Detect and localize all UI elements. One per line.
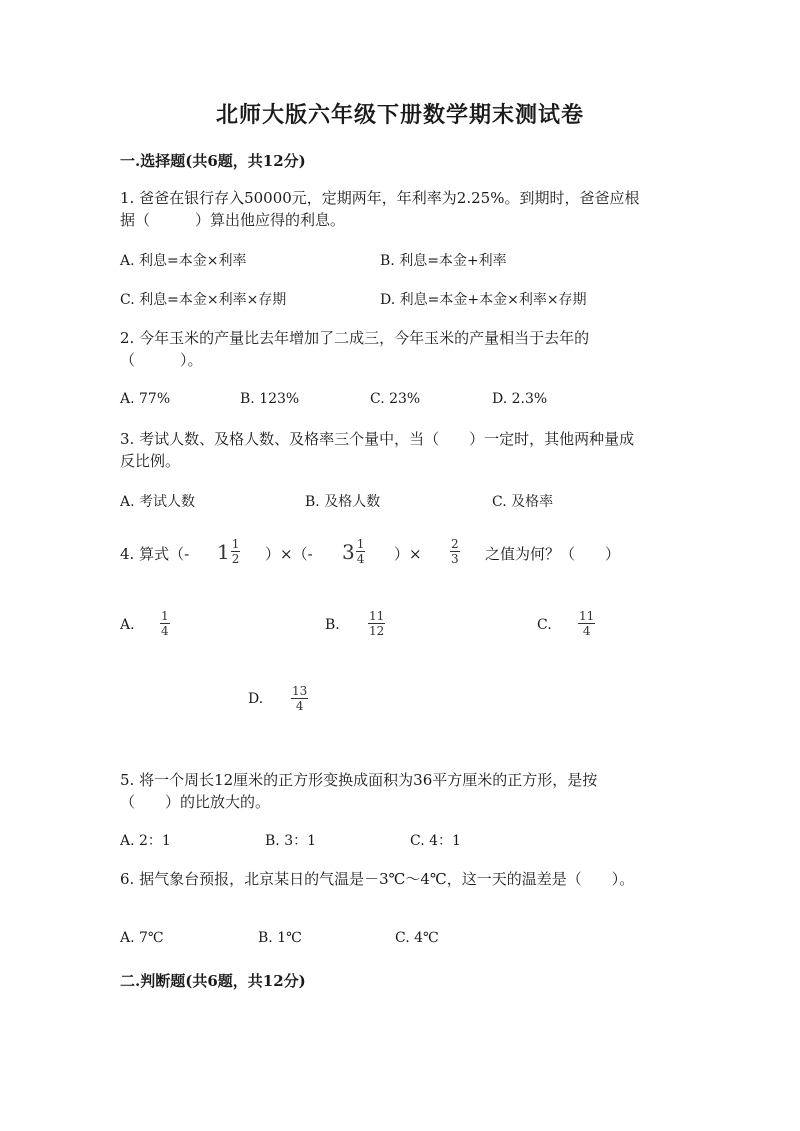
question-3-option-b[interactable]: B. 及格人数 bbox=[305, 494, 381, 510]
term-1-numerator: 1 bbox=[231, 537, 240, 551]
question-3-option-c[interactable]: C. 及格率 bbox=[492, 494, 554, 510]
question-6-option-a[interactable]: A. 7℃ bbox=[120, 930, 164, 946]
question-2-stem-cont: （ ）。 bbox=[120, 351, 203, 369]
section-heading-choice: 一.选择题(共6题，共12分) bbox=[120, 152, 306, 170]
question-4-option-c-fraction[interactable] bbox=[578, 609, 595, 638]
term-2-whole: 3 bbox=[342, 539, 355, 564]
page-title: 北师大版六年级下册数学期末测试卷 bbox=[215, 102, 584, 128]
question-4-term-1 bbox=[217, 537, 240, 566]
term-2-denominator: 4 bbox=[356, 552, 365, 566]
question-4-stem-mid: ）×（- bbox=[265, 545, 313, 563]
question-3-stem-cont: 反比例。 bbox=[120, 452, 181, 470]
question-1-option-c[interactable]: C. 利息=本金×利率×存期 bbox=[120, 292, 287, 308]
question-6-option-b[interactable]: B. 1℃ bbox=[258, 930, 302, 946]
question-4-stem-suffix: 之值为何？（ ） bbox=[485, 545, 621, 563]
term-3-numerator: 2 bbox=[451, 537, 459, 551]
option-d-denominator: 4 bbox=[295, 699, 304, 713]
option-c-numerator: 11 bbox=[579, 609, 595, 623]
question-4-option-b-label[interactable]: B. bbox=[325, 617, 340, 633]
question-6-stem: 6. 据气象台预报，北京某日的气温是－3℃～4℃，这一天的温差是（ ）。 bbox=[120, 870, 635, 888]
term-1-whole: 1 bbox=[217, 539, 230, 564]
option-b-numerator: 11 bbox=[369, 609, 385, 623]
option-d-numerator: 13 bbox=[292, 684, 308, 698]
question-2-option-d[interactable]: D. 2.3% bbox=[492, 391, 548, 407]
question-5-stem-cont: （ ）的比放大的。 bbox=[120, 793, 271, 811]
option-c-denominator: 4 bbox=[582, 624, 591, 638]
term-2-numerator: 1 bbox=[356, 537, 365, 551]
question-3-option-a[interactable]: A. 考试人数 bbox=[120, 494, 196, 510]
term-1-denominator: 2 bbox=[231, 552, 240, 566]
question-4-term-3 bbox=[450, 537, 460, 566]
question-4-stem-times: ）× bbox=[394, 545, 422, 563]
question-2-option-b[interactable]: B. 123% bbox=[240, 391, 300, 407]
question-4-option-a-label[interactable]: A. bbox=[120, 617, 135, 633]
question-2-option-a[interactable]: A. 77% bbox=[120, 391, 171, 407]
question-5-option-a[interactable]: A. 2：1 bbox=[120, 833, 171, 849]
question-4-option-d-label[interactable]: D. bbox=[248, 691, 264, 707]
term-1-fraction bbox=[231, 537, 241, 566]
question-4-term-2 bbox=[342, 537, 365, 566]
question-2-stem: 2. 今年玉米的产量比去年增加了二成三，今年玉米的产量相当于去年的 bbox=[120, 329, 590, 347]
question-1-option-d[interactable]: D. 利息=本金+本金×利率×存期 bbox=[380, 292, 587, 308]
question-4-option-a-fraction[interactable] bbox=[160, 609, 170, 638]
option-b-denominator: 12 bbox=[369, 624, 385, 638]
question-5-stem: 5. 将一个周长12厘米的正方形变换成面积为36平方厘米的正方形，是按 bbox=[120, 771, 598, 789]
question-3-stem: 3. 考试人数、及格人数、及格率三个量中，当（ ）一定时，其他两种量成 bbox=[120, 430, 635, 448]
question-4-option-b-fraction[interactable] bbox=[368, 609, 385, 638]
option-a-numerator: 1 bbox=[161, 609, 169, 623]
question-4-option-d-fraction[interactable] bbox=[291, 684, 308, 713]
option-a-denominator: 4 bbox=[161, 624, 169, 638]
question-6-option-c[interactable]: C. 4℃ bbox=[395, 930, 439, 946]
question-1-option-b[interactable]: B. 利息=本金+利率 bbox=[380, 253, 507, 269]
question-5-option-b[interactable]: B. 3：1 bbox=[265, 833, 317, 849]
term-2-fraction bbox=[356, 537, 366, 566]
question-2-option-c[interactable]: C. 23% bbox=[370, 391, 421, 407]
question-1-option-a[interactable]: A. 利息=本金×利率 bbox=[120, 253, 247, 269]
question-1-stem-cont: 据（ ）算出他应得的利息。 bbox=[120, 211, 346, 229]
question-4-option-c-label[interactable]: C. bbox=[537, 617, 552, 633]
term-3-denominator: 3 bbox=[451, 552, 459, 566]
question-5-option-c[interactable]: C. 4：1 bbox=[410, 833, 461, 849]
question-1-stem: 1. 爸爸在银行存入50000元，定期两年，年利率为2.25%。到期时，爸爸应根 bbox=[120, 189, 640, 207]
question-4-stem-prefix: 4. 算式（- bbox=[120, 545, 190, 563]
section-heading-judgement: 二.判断题(共6题，共12分) bbox=[120, 972, 306, 990]
